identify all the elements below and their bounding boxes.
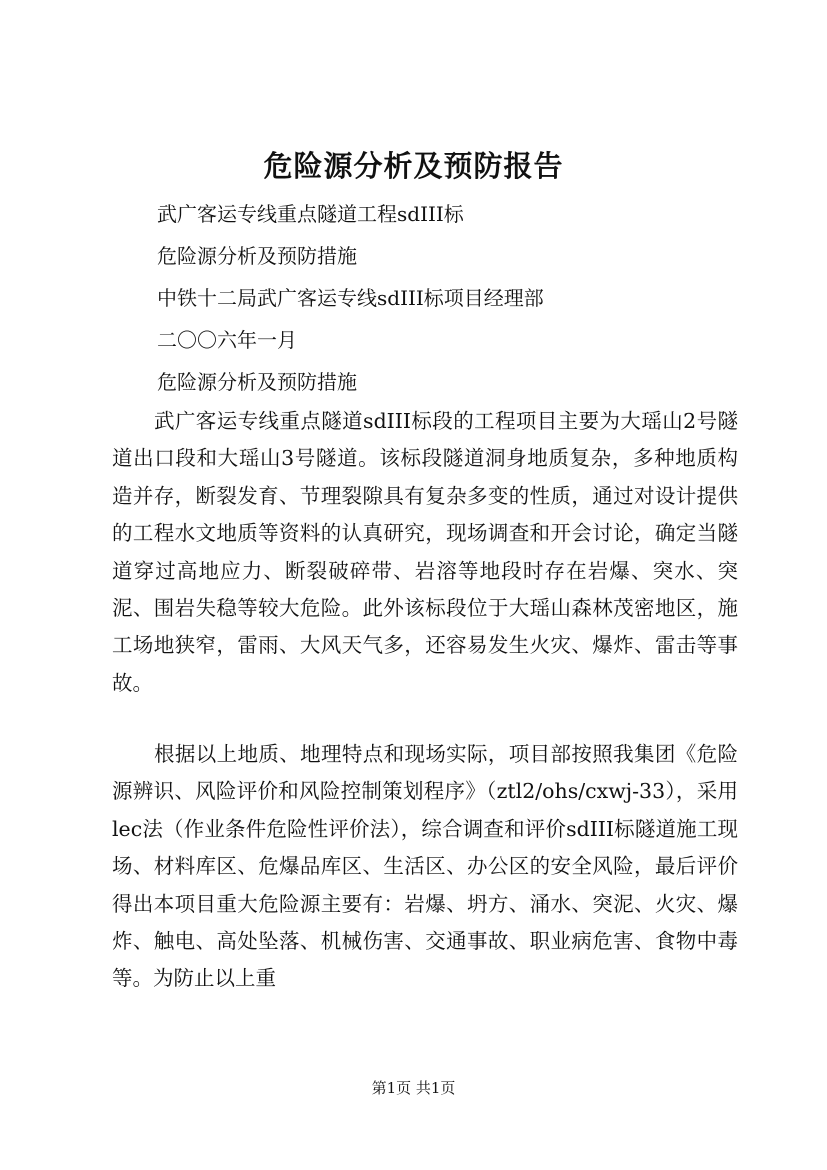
body-paragraph: 根据以上地质、地理特点和现场实际，项目部按照我集团《危险源辨识、风险评价和风险控制策划程序》（ztl2/ohs/cxwj-33），采用lec法（作业条件危险性评价法），综合调查和评价sdIII标隧道施工现场、材料库区、危爆品库区、生活区、办公区的安全风险，最后评价得出本项目重大危险源主要有：岩爆、坍方、涌水、突泥、火灾、爆炸、触电、高处坠落、机械伤害、交通事故、职业病危害、食物中毒等。为防止以上重 bbox=[112, 742, 738, 991]
project-name-line: 武广客运专线重点隧道工程sdIII标 bbox=[157, 202, 464, 226]
document-title: 危险源分析及预防报告 bbox=[263, 149, 564, 183]
page-footer: 第1页 共1页 bbox=[371, 1079, 456, 1097]
body-paragraph: 武广客运专线重点隧道sdIII标段的工程项目主要为大瑶山2号隧道出口段和大瑶山3号隧道。该标段隧道洞身地质复杂，多种地质构造并存，断裂发育、节理裂隙具有复杂多变的性质，通过对设计提供的工程水文地质等资料的认真研究，现场调查和开会讨论，确定当隧道穿过高地应力、断裂破碎带、岩溶等地段时存在岩爆、突水、突泥、围岩失稳等较大危险。此外该标段位于大瑶山森林茂密地区，施工场地狭窄，雷雨、大风天气多，还容易发生火灾、爆炸、雷击等事故。 bbox=[112, 409, 738, 695]
organization-line: 中铁十二局武广客运专线sdIII标项目经理部 bbox=[157, 286, 544, 310]
section-heading-line: 危险源分析及预防措施 bbox=[157, 370, 357, 394]
subtitle-line: 危险源分析及预防措施 bbox=[157, 244, 357, 268]
date-line: 二〇〇六年一月 bbox=[157, 328, 297, 352]
